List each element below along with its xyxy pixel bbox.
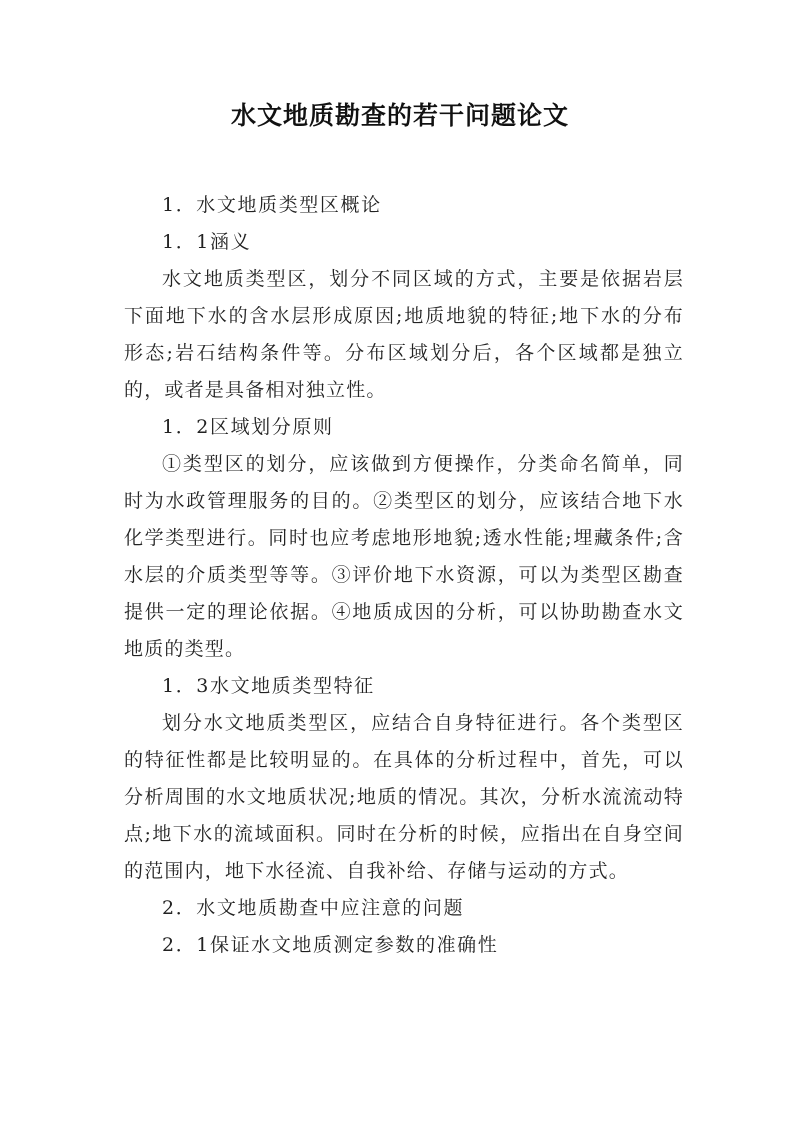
document-title: 水文地质勘查的若干问题论文 (230, 101, 569, 130)
paragraph-definition: 水文地质类型区，划分不同区域的方式，主要是依据岩层下面地下水的含水层形成原因;地质地貌的特征;地下水的分布形态;岩石结构条件等。分布区域划分后，各个区域都是独立的，或者是具备相对独立性。 (124, 268, 684, 401)
paragraph-type-features: 划分水文地质类型区，应结合自身特征进行。各个类型区的特征性都是比较明显的。在具体的分析过程中，首先，可以分析周围的水文地质状况;地质的情况。其次，分析水流流动特点;地下水的流域面积。同时在分析的时候，应指出在自身空间的范围内，地下水径流、自我补给、存储与运动的方式。 (124, 712, 684, 882)
section-heading-2: 2．水文地质勘查中应注意的问题 (162, 897, 465, 919)
subsection-heading-1-3: 1．3水文地质类型特征 (162, 675, 375, 697)
subsection-heading-1-1: 1．1涵义 (162, 231, 252, 253)
subsection-heading-2-1: 2．1保证水文地质测定参数的准确性 (162, 934, 499, 956)
section-heading-1: 1．水文地质类型区概论 (162, 194, 382, 216)
subsection-heading-1-2: 1．2区域划分原则 (162, 416, 334, 438)
paragraph-division-principles: ①类型区的划分，应该做到方便操作，分类命名简单，同时为水政管理服务的目的。②类型区的划分，应该结合地下水化学类型进行。同时也应考虑地形地貌;透水性能;埋藏条件;含水层的介质类型等等。③评价地下水资源，可以为类型区勘查提供一定的理论依据。④地质成因的分析，可以协助勘查水文地质的类型。 (124, 453, 684, 660)
document-body (124, 187, 684, 964)
